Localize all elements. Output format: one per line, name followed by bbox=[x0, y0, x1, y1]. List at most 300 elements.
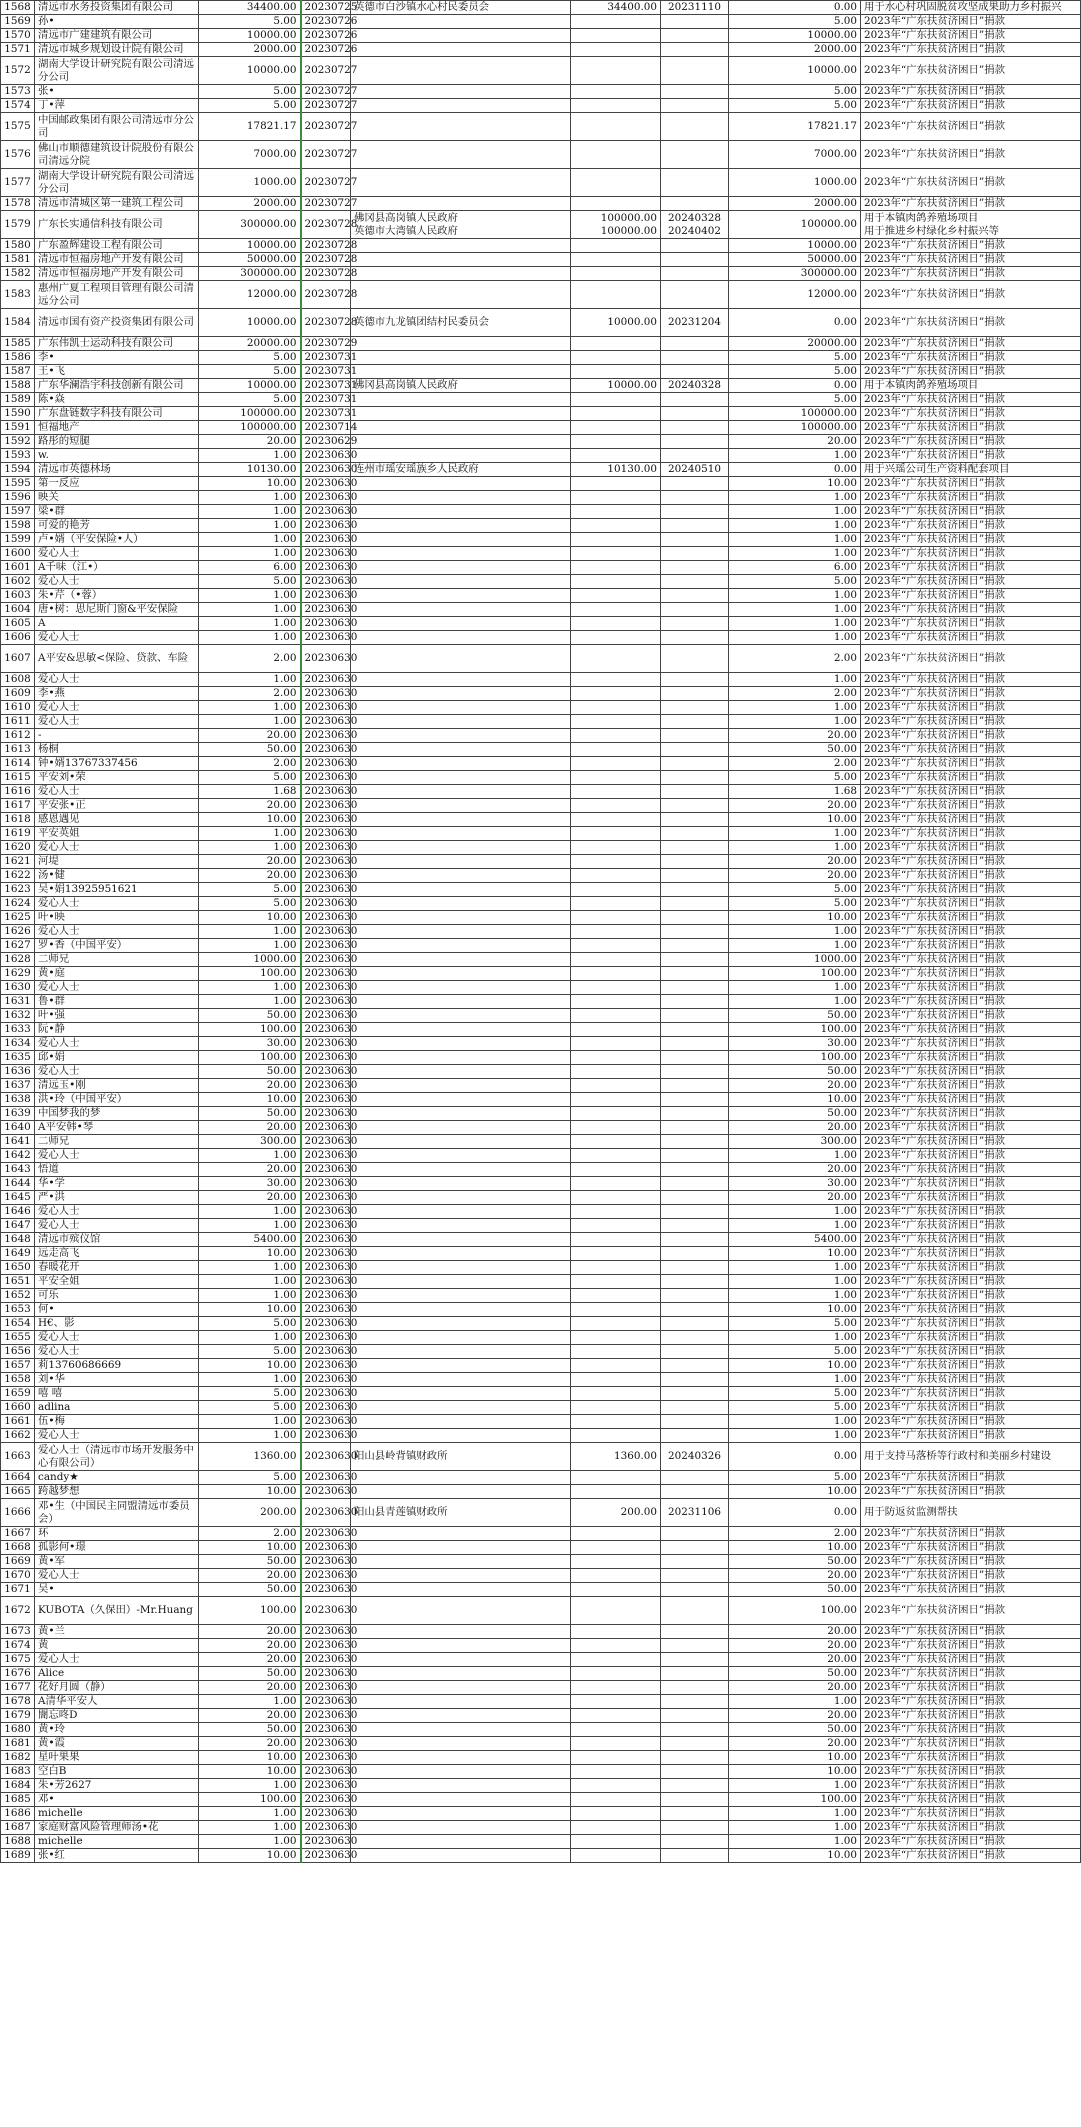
donation-date-cell: 20230630 bbox=[301, 1667, 351, 1681]
purpose-cell: 2023年“广东扶贫济困日”捐款 bbox=[861, 1807, 1081, 1821]
table-row bbox=[1, 589, 1081, 603]
donation-amount-cell: 20.00 bbox=[199, 869, 301, 883]
donor-name-cell: 空白B bbox=[35, 1765, 199, 1779]
table-row bbox=[1, 337, 1081, 351]
donation-date-cell: 20230630 bbox=[301, 855, 351, 869]
table-row bbox=[1, 1737, 1081, 1751]
balance-cell: 20.00 bbox=[729, 435, 861, 449]
donation-amount-cell: 20.00 bbox=[199, 1709, 301, 1723]
row-number-cell: 1628 bbox=[1, 953, 35, 967]
donor-name-cell: 孤影何•璟 bbox=[35, 1541, 199, 1555]
donation-date-cell: 20230727 bbox=[301, 197, 351, 211]
disbursed-amount-cell bbox=[571, 1303, 661, 1317]
row-number-cell: 1590 bbox=[1, 407, 35, 421]
disbursement-date-cell bbox=[661, 57, 729, 85]
disbursement-date-cell bbox=[661, 1359, 729, 1373]
donor-name-cell: 唐•树：思尼斯门窗&平安保险 bbox=[35, 603, 199, 617]
recipient-cell bbox=[351, 547, 571, 561]
disbursement-date-cell bbox=[661, 841, 729, 855]
donor-name-cell: 感恩遇见 bbox=[35, 813, 199, 827]
recipient-cell bbox=[351, 981, 571, 995]
disbursement-date-cell bbox=[661, 1849, 729, 1863]
donation-amount-cell: 100.00 bbox=[199, 1597, 301, 1625]
donor-name-cell: 陈•焱 bbox=[35, 393, 199, 407]
balance-cell: 5.00 bbox=[729, 1401, 861, 1415]
recipient-cell bbox=[351, 393, 571, 407]
disbursed-amount-cell bbox=[571, 547, 661, 561]
balance-cell: 1.00 bbox=[729, 1289, 861, 1303]
row-number-cell: 1663 bbox=[1, 1443, 35, 1471]
recipient-cell bbox=[351, 253, 571, 267]
donation-date-cell: 20230731 bbox=[301, 407, 351, 421]
donor-name-cell: 爱心人士 bbox=[35, 981, 199, 995]
donation-amount-cell: 5.00 bbox=[199, 1401, 301, 1415]
donation-date-cell: 20230630 bbox=[301, 1345, 351, 1359]
donation-date-cell: 20230630 bbox=[301, 1275, 351, 1289]
table-row bbox=[1, 841, 1081, 855]
purpose-cell: 2023年“广东扶贫济困日”捐款 bbox=[861, 351, 1081, 365]
disbursement-date-cell bbox=[661, 547, 729, 561]
donation-date-cell: 20230728 bbox=[301, 253, 351, 267]
donation-amount-cell: 5400.00 bbox=[199, 1233, 301, 1247]
disbursed-amount-cell bbox=[571, 1807, 661, 1821]
balance-cell: 300000.00 bbox=[729, 267, 861, 281]
balance-cell: 30.00 bbox=[729, 1037, 861, 1051]
row-number-cell: 1671 bbox=[1, 1583, 35, 1597]
disbursed-amount-cell bbox=[571, 1415, 661, 1429]
table-row bbox=[1, 169, 1081, 197]
recipient-cell bbox=[351, 1205, 571, 1219]
table-row bbox=[1, 1009, 1081, 1023]
purpose-cell: 2023年“广东扶贫济困日”捐款 bbox=[861, 43, 1081, 57]
row-number-cell: 1610 bbox=[1, 701, 35, 715]
table-row bbox=[1, 687, 1081, 701]
balance-cell: 5.00 bbox=[729, 1317, 861, 1331]
recipient-cell bbox=[351, 533, 571, 547]
row-number-cell: 1603 bbox=[1, 589, 35, 603]
disbursed-amount-cell: 34400.00 bbox=[571, 1, 661, 15]
table-row bbox=[1, 1471, 1081, 1485]
disbursed-amount-cell bbox=[571, 1723, 661, 1737]
donor-name-cell: 吴• bbox=[35, 1583, 199, 1597]
donation-date-cell: 20230727 bbox=[301, 169, 351, 197]
recipient-cell bbox=[351, 589, 571, 603]
table-row bbox=[1, 1289, 1081, 1303]
row-number-cell: 1629 bbox=[1, 967, 35, 981]
purpose-cell: 2023年“广东扶贫济困日”捐款 bbox=[861, 1219, 1081, 1233]
donor-name-cell: 湖南大学设计研究院有限公司清远分公司 bbox=[35, 57, 199, 85]
row-number-cell: 1675 bbox=[1, 1653, 35, 1667]
donation-date-cell: 20230630 bbox=[301, 477, 351, 491]
donation-date-cell: 20230731 bbox=[301, 379, 351, 393]
disbursement-date-cell bbox=[661, 1695, 729, 1709]
donor-name-cell: 卢•婿（平安保险•人） bbox=[35, 533, 199, 547]
disbursed-amount-cell bbox=[571, 1051, 661, 1065]
donation-amount-cell: 10.00 bbox=[199, 1303, 301, 1317]
purpose-cell: 2023年“广东扶贫济困日”捐款 bbox=[861, 1625, 1081, 1639]
table-row bbox=[1, 1499, 1081, 1527]
purpose-cell: 2023年“广东扶贫济困日”捐款 bbox=[861, 15, 1081, 29]
donor-name-cell: 跨越梦想 bbox=[35, 1485, 199, 1499]
row-number-cell: 1601 bbox=[1, 561, 35, 575]
row-number-cell: 1655 bbox=[1, 1331, 35, 1345]
balance-cell: 0.00 bbox=[729, 1, 861, 15]
disbursement-date-cell bbox=[661, 1289, 729, 1303]
purpose-cell: 2023年“广东扶贫济困日”捐款 bbox=[861, 939, 1081, 953]
disbursed-amount-cell bbox=[571, 883, 661, 897]
table-row bbox=[1, 995, 1081, 1009]
donor-name-cell: 爱心人士 bbox=[35, 1331, 199, 1345]
row-number-cell: 1623 bbox=[1, 883, 35, 897]
table-row bbox=[1, 365, 1081, 379]
donation-date-cell: 20230630 bbox=[301, 1527, 351, 1541]
recipient-cell bbox=[351, 1135, 571, 1149]
purpose-cell: 2023年“广东扶贫济困日”捐款 bbox=[861, 547, 1081, 561]
purpose-cell: 2023年“广东扶贫济困日”捐款 bbox=[861, 1247, 1081, 1261]
disbursed-amount-cell bbox=[571, 1065, 661, 1079]
donation-date-cell: 20230630 bbox=[301, 575, 351, 589]
donor-name-cell: 朱•芹（•蓉） bbox=[35, 589, 199, 603]
table-row bbox=[1, 1765, 1081, 1779]
donor-name-cell: 爱心人士（清远市市场开发服务中心有限公司） bbox=[35, 1443, 199, 1471]
table-row bbox=[1, 1695, 1081, 1709]
table-row bbox=[1, 1135, 1081, 1149]
disbursement-date-cell bbox=[661, 1107, 729, 1121]
disbursement-date-cell bbox=[661, 701, 729, 715]
disbursement-date-cell bbox=[661, 925, 729, 939]
disbursed-amount-cell bbox=[571, 1345, 661, 1359]
donor-name-cell: michelle bbox=[35, 1807, 199, 1821]
donation-amount-cell: 5.00 bbox=[199, 1317, 301, 1331]
donation-amount-cell: 5.00 bbox=[199, 771, 301, 785]
disbursement-date-cell bbox=[661, 1569, 729, 1583]
donation-date-cell: 20230727 bbox=[301, 141, 351, 169]
donor-name-cell: 佛山市顺德建筑设计院股份有限公司清远分院 bbox=[35, 141, 199, 169]
table-row bbox=[1, 57, 1081, 85]
balance-cell: 1.00 bbox=[729, 603, 861, 617]
recipient-cell bbox=[351, 1191, 571, 1205]
recipient-cell bbox=[351, 687, 571, 701]
disbursed-amount-cell bbox=[571, 1849, 661, 1863]
donation-date-cell: 20230630 bbox=[301, 1443, 351, 1471]
recipient-cell bbox=[351, 855, 571, 869]
donation-date-cell: 20230630 bbox=[301, 1373, 351, 1387]
disbursed-amount-cell bbox=[571, 169, 661, 197]
donor-name-cell: 华•学 bbox=[35, 1177, 199, 1191]
disbursement-date-cell bbox=[661, 827, 729, 841]
recipient-cell bbox=[351, 99, 571, 113]
purpose-cell: 2023年“广东扶贫济困日”捐款 bbox=[861, 799, 1081, 813]
donor-name-cell: 广东盈辉建设工程有限公司 bbox=[35, 239, 199, 253]
table-row bbox=[1, 925, 1081, 939]
disbursed-amount-cell bbox=[571, 449, 661, 463]
recipient-cell bbox=[351, 1541, 571, 1555]
purpose-cell: 2023年“广东扶贫济困日”捐款 bbox=[861, 1583, 1081, 1597]
disbursement-date-cell bbox=[661, 281, 729, 309]
purpose-cell: 2023年“广东扶贫济困日”捐款 bbox=[861, 1821, 1081, 1835]
balance-cell: 5.00 bbox=[729, 15, 861, 29]
donation-date-cell: 20230630 bbox=[301, 1709, 351, 1723]
donor-name-cell: 广东盘链数字科技有限公司 bbox=[35, 407, 199, 421]
disbursed-amount-cell bbox=[571, 253, 661, 267]
donation-date-cell: 20230630 bbox=[301, 1723, 351, 1737]
disbursed-amount-cell bbox=[571, 1695, 661, 1709]
donation-date-cell: 20230630 bbox=[301, 631, 351, 645]
donation-amount-cell: 300000.00 bbox=[199, 211, 301, 239]
row-number-cell: 1630 bbox=[1, 981, 35, 995]
table-row bbox=[1, 1317, 1081, 1331]
donation-date-cell: 20230630 bbox=[301, 1639, 351, 1653]
recipient-cell: 阳山县青莲镇财政所 bbox=[351, 1499, 571, 1527]
balance-cell: 20.00 bbox=[729, 1191, 861, 1205]
donor-name-cell: 钟•婿13767337456 bbox=[35, 757, 199, 771]
row-number-cell: 1604 bbox=[1, 603, 35, 617]
balance-cell: 100.00 bbox=[729, 1597, 861, 1625]
donor-name-cell: 爱心人士 bbox=[35, 575, 199, 589]
table-row bbox=[1, 351, 1081, 365]
balance-cell: 1.00 bbox=[729, 533, 861, 547]
purpose-cell: 用于本镇肉鸽养殖场项目 用于推进乡村绿化乡村振兴等 bbox=[861, 211, 1081, 239]
balance-cell: 2.00 bbox=[729, 687, 861, 701]
disbursement-date-cell bbox=[661, 1205, 729, 1219]
recipient-cell: 英德市白沙镇水心村民委员会 bbox=[351, 1, 571, 15]
disbursement-date-cell bbox=[661, 1219, 729, 1233]
donation-amount-cell: 1.00 bbox=[199, 1415, 301, 1429]
table-row bbox=[1, 1331, 1081, 1345]
row-number-cell: 1662 bbox=[1, 1429, 35, 1443]
recipient-cell bbox=[351, 729, 571, 743]
donor-name-cell: 爱心人士 bbox=[35, 715, 199, 729]
balance-cell: 50.00 bbox=[729, 1009, 861, 1023]
table-row bbox=[1, 15, 1081, 29]
donation-amount-cell: 1.00 bbox=[199, 1807, 301, 1821]
disbursement-date-cell bbox=[661, 1471, 729, 1485]
recipient-cell bbox=[351, 141, 571, 169]
donation-amount-cell: 50.00 bbox=[199, 1065, 301, 1079]
purpose-cell: 2023年“广东扶贫济困日”捐款 bbox=[861, 701, 1081, 715]
purpose-cell: 2023年“广东扶贫济困日”捐款 bbox=[861, 1835, 1081, 1849]
row-number-cell: 1631 bbox=[1, 995, 35, 1009]
purpose-cell: 2023年“广东扶贫济困日”捐款 bbox=[861, 435, 1081, 449]
disbursement-date-cell bbox=[661, 1653, 729, 1667]
purpose-cell: 2023年“广东扶贫济困日”捐款 bbox=[861, 519, 1081, 533]
donation-amount-cell: 20.00 bbox=[199, 1639, 301, 1653]
disbursement-date-cell bbox=[661, 1555, 729, 1569]
disbursed-amount-cell bbox=[571, 421, 661, 435]
donor-name-cell: 第一反应 bbox=[35, 477, 199, 491]
row-number-cell: 1595 bbox=[1, 477, 35, 491]
purpose-cell: 2023年“广东扶贫济困日”捐款 bbox=[861, 953, 1081, 967]
balance-cell: 1.00 bbox=[729, 715, 861, 729]
recipient-cell bbox=[351, 1219, 571, 1233]
disbursed-amount-cell bbox=[571, 43, 661, 57]
donation-amount-cell: 10.00 bbox=[199, 1485, 301, 1499]
donor-name-cell: 平安张•正 bbox=[35, 799, 199, 813]
disbursement-date-cell bbox=[661, 407, 729, 421]
donation-date-cell: 20230630 bbox=[301, 449, 351, 463]
purpose-cell: 2023年“广东扶贫济困日”捐款 bbox=[861, 1233, 1081, 1247]
table-row bbox=[1, 1639, 1081, 1653]
donation-amount-cell: 10.00 bbox=[199, 1765, 301, 1779]
donation-date-cell: 20230630 bbox=[301, 1233, 351, 1247]
purpose-cell: 2023年“广东扶贫济困日”捐款 bbox=[861, 1541, 1081, 1555]
row-number-cell: 1681 bbox=[1, 1737, 35, 1751]
row-number-cell: 1645 bbox=[1, 1191, 35, 1205]
row-number-cell: 1619 bbox=[1, 827, 35, 841]
donation-amount-cell: 1.00 bbox=[199, 827, 301, 841]
balance-cell: 10000.00 bbox=[729, 29, 861, 43]
donation-date-cell: 20230630 bbox=[301, 1849, 351, 1863]
purpose-cell: 2023年“广东扶贫济困日”捐款 bbox=[861, 1121, 1081, 1135]
row-number-cell: 1583 bbox=[1, 281, 35, 309]
donation-amount-cell: 50.00 bbox=[199, 1555, 301, 1569]
purpose-cell: 2023年“广东扶贫济困日”捐款 bbox=[861, 239, 1081, 253]
table-row bbox=[1, 673, 1081, 687]
purpose-cell: 2023年“广东扶贫济困日”捐款 bbox=[861, 1373, 1081, 1387]
row-number-cell: 1683 bbox=[1, 1765, 35, 1779]
balance-cell: 1.00 bbox=[729, 631, 861, 645]
donation-date-cell: 20230630 bbox=[301, 953, 351, 967]
donation-amount-cell: 20.00 bbox=[199, 1121, 301, 1135]
donor-name-cell: 清远市恒福房地产开发有限公司 bbox=[35, 253, 199, 267]
donor-name-cell: 花好月圆（静） bbox=[35, 1681, 199, 1695]
balance-cell: 20000.00 bbox=[729, 337, 861, 351]
balance-cell: 100000.00 bbox=[729, 407, 861, 421]
disbursed-amount-cell: 1360.00 bbox=[571, 1443, 661, 1471]
row-number-cell: 1644 bbox=[1, 1177, 35, 1191]
donation-date-cell: 20230729 bbox=[301, 337, 351, 351]
disbursement-date-cell bbox=[661, 421, 729, 435]
table-row bbox=[1, 743, 1081, 757]
disbursed-amount-cell bbox=[571, 785, 661, 799]
row-number-cell: 1573 bbox=[1, 85, 35, 99]
purpose-cell: 2023年“广东扶贫济困日”捐款 bbox=[861, 1555, 1081, 1569]
row-number-cell: 1661 bbox=[1, 1415, 35, 1429]
donation-date-cell: 20230727 bbox=[301, 99, 351, 113]
purpose-cell: 2023年“广东扶贫济困日”捐款 bbox=[861, 645, 1081, 673]
recipient-cell bbox=[351, 883, 571, 897]
disbursement-date-cell bbox=[661, 85, 729, 99]
table-row bbox=[1, 1751, 1081, 1765]
balance-cell: 5.00 bbox=[729, 1345, 861, 1359]
disbursed-amount-cell bbox=[571, 1177, 661, 1191]
purpose-cell: 2023年“广东扶贫济困日”捐款 bbox=[861, 897, 1081, 911]
donation-date-cell: 20230731 bbox=[301, 393, 351, 407]
disbursement-date-cell: 20240328 bbox=[661, 379, 729, 393]
table-row bbox=[1, 1681, 1081, 1695]
donation-date-cell: 20230630 bbox=[301, 1023, 351, 1037]
row-number-cell: 1617 bbox=[1, 799, 35, 813]
donation-amount-cell: 34400.00 bbox=[199, 1, 301, 15]
disbursement-date-cell: 20240328 20240402 bbox=[661, 211, 729, 239]
row-number-cell: 1579 bbox=[1, 211, 35, 239]
purpose-cell: 2023年“广东扶贫济困日”捐款 bbox=[861, 197, 1081, 211]
balance-cell: 10.00 bbox=[729, 1247, 861, 1261]
balance-cell: 1.00 bbox=[729, 995, 861, 1009]
donation-amount-cell: 6.00 bbox=[199, 561, 301, 575]
donation-date-cell: 20230630 bbox=[301, 1191, 351, 1205]
table-row bbox=[1, 421, 1081, 435]
purpose-cell: 2023年“广东扶贫济困日”捐款 bbox=[861, 1709, 1081, 1723]
disbursed-amount-cell bbox=[571, 1149, 661, 1163]
donor-name-cell: 平安全姐 bbox=[35, 1275, 199, 1289]
disbursed-amount-cell bbox=[571, 491, 661, 505]
purpose-cell: 2023年“广东扶贫济困日”捐款 bbox=[861, 477, 1081, 491]
disbursement-date-cell bbox=[661, 673, 729, 687]
donation-amount-cell: 2000.00 bbox=[199, 197, 301, 211]
table-row bbox=[1, 113, 1081, 141]
donation-amount-cell: 50.00 bbox=[199, 1667, 301, 1681]
row-number-cell: 1611 bbox=[1, 715, 35, 729]
donor-name-cell: 可乐 bbox=[35, 1289, 199, 1303]
disbursement-date-cell: 20231106 bbox=[661, 1499, 729, 1527]
recipient-cell bbox=[351, 1765, 571, 1779]
donation-amount-cell: 10.00 bbox=[199, 477, 301, 491]
disbursement-date-cell bbox=[661, 1135, 729, 1149]
donation-amount-cell: 1.00 bbox=[199, 925, 301, 939]
row-number-cell: 1594 bbox=[1, 463, 35, 477]
donor-name-cell: 爱心人士 bbox=[35, 925, 199, 939]
donation-date-cell: 20230630 bbox=[301, 1499, 351, 1527]
row-number-cell: 1596 bbox=[1, 491, 35, 505]
disbursed-amount-cell: 10000.00 bbox=[571, 309, 661, 337]
recipient-cell bbox=[351, 113, 571, 141]
recipient-cell bbox=[351, 771, 571, 785]
purpose-cell: 2023年“广东扶贫济困日”捐款 bbox=[861, 1023, 1081, 1037]
disbursement-date-cell bbox=[661, 1681, 729, 1695]
donation-date-cell: 20230725 bbox=[301, 1, 351, 15]
donation-date-cell: 20230630 bbox=[301, 1177, 351, 1191]
donation-date-cell: 20230630 bbox=[301, 897, 351, 911]
donation-amount-cell: 100.00 bbox=[199, 1051, 301, 1065]
donation-amount-cell: 1.00 bbox=[199, 1289, 301, 1303]
disbursed-amount-cell bbox=[571, 1275, 661, 1289]
disbursed-amount-cell bbox=[571, 673, 661, 687]
purpose-cell: 2023年“广东扶贫济困日”捐款 bbox=[861, 1737, 1081, 1751]
donation-amount-cell: 10.00 bbox=[199, 1849, 301, 1863]
recipient-cell bbox=[351, 505, 571, 519]
table-row bbox=[1, 855, 1081, 869]
row-number-cell: 1652 bbox=[1, 1289, 35, 1303]
disbursed-amount-cell bbox=[571, 603, 661, 617]
balance-cell: 2000.00 bbox=[729, 197, 861, 211]
recipient-cell bbox=[351, 673, 571, 687]
balance-cell: 0.00 bbox=[729, 463, 861, 477]
recipient-cell bbox=[351, 281, 571, 309]
table-row bbox=[1, 1401, 1081, 1415]
donation-date-cell: 20230630 bbox=[301, 981, 351, 995]
balance-cell: 1.00 bbox=[729, 1219, 861, 1233]
row-number-cell: 1624 bbox=[1, 897, 35, 911]
table-row bbox=[1, 29, 1081, 43]
donor-name-cell: 莉13760686669 bbox=[35, 1359, 199, 1373]
purpose-cell: 2023年“广东扶贫济困日”捐款 bbox=[861, 631, 1081, 645]
purpose-cell: 2023年“广东扶贫济困日”捐款 bbox=[861, 57, 1081, 85]
balance-cell: 0.00 bbox=[729, 1499, 861, 1527]
purpose-cell: 2023年“广东扶贫济困日”捐款 bbox=[861, 1723, 1081, 1737]
disbursed-amount-cell bbox=[571, 1359, 661, 1373]
donation-date-cell: 20230630 bbox=[301, 715, 351, 729]
recipient-cell bbox=[351, 939, 571, 953]
disbursed-amount-cell bbox=[571, 897, 661, 911]
table-row bbox=[1, 645, 1081, 673]
donor-name-cell: 清远市恒福房地产开发有限公司 bbox=[35, 267, 199, 281]
row-number-cell: 1568 bbox=[1, 1, 35, 15]
donor-name-cell: 平安刘•荣 bbox=[35, 771, 199, 785]
disbursement-date-cell bbox=[661, 365, 729, 379]
donation-date-cell: 20230630 bbox=[301, 729, 351, 743]
purpose-cell: 2023年“广东扶贫济困日”捐款 bbox=[861, 785, 1081, 799]
